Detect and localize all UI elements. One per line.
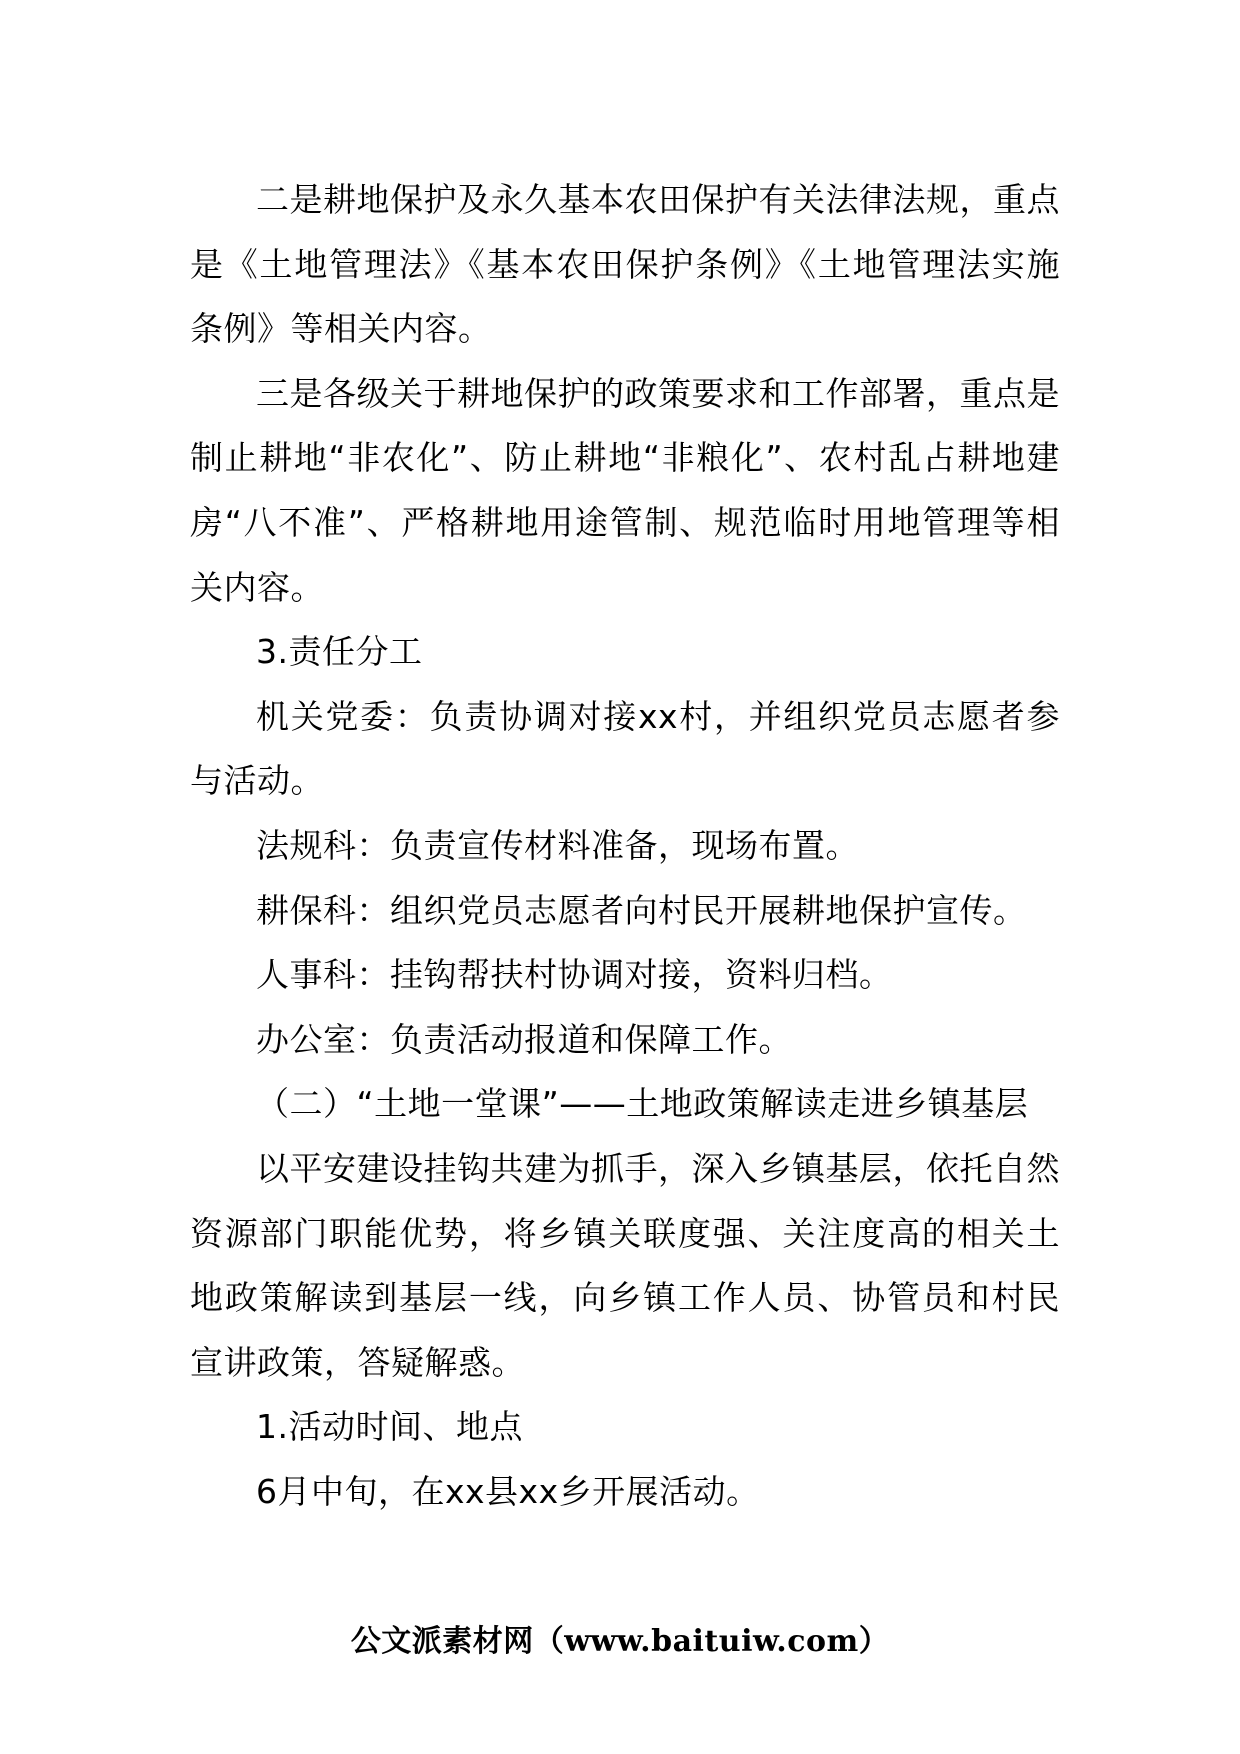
section-heading-land-lesson: （二）“土地一堂课”——土地政策解读走进乡镇基层: [256, 1084, 1029, 1124]
footer-watermark: 公文派素材网（www.baituiw.com）: [350, 1624, 890, 1659]
paragraph-farmland-section: 耕保科：组织党员志愿者向村民开展耕地保护宣传。: [256, 890, 1027, 930]
paragraph-land-lesson-intro: 以平安建设挂钩共建为抓手，深入乡镇基层，依托自然资源部门职能优势，将乡镇关联度强、关注度高的相关土地政策解读到基层一线，向乡镇工作人员、协管员和村民宣讲政策，答疑解惑。: [190, 1148, 1060, 1382]
paragraph-law-points: 二是耕地保护及永久基本农田保护有关法律法规，重点是《土地管理法》《基本农田保护条例》《土地管理法实施条例》等相关内容。: [190, 180, 1060, 349]
paragraph-time-place: 6月中旬，在xx县xx乡开展活动。: [256, 1471, 760, 1511]
heading-time-place: 1.活动时间、地点: [256, 1407, 523, 1447]
paragraph-party-committee: 机关党委：负责协调对接xx村，并组织党员志愿者参与活动。: [190, 696, 1060, 801]
heading-responsibility: 3.责任分工: [256, 632, 423, 672]
paragraph-personnel-section: 人事科：挂钩帮扶村协调对接，资料归档。: [256, 955, 893, 995]
paragraph-policy-points: 三是各级关于耕地保护的政策要求和工作部署，重点是制止耕地“非农化”、防止耕地“非粮化”、农村乱占耕地建房“八不准”、严格耕地用途管制、规范临时用地管理等相关内容。: [190, 373, 1060, 607]
paragraph-office: 办公室：负责活动报道和保障工作。: [256, 1019, 792, 1059]
document-body: [190, 168, 1060, 1524]
paragraph-legal-section: 法规科：负责宣传材料准备，现场布置。: [256, 825, 859, 865]
